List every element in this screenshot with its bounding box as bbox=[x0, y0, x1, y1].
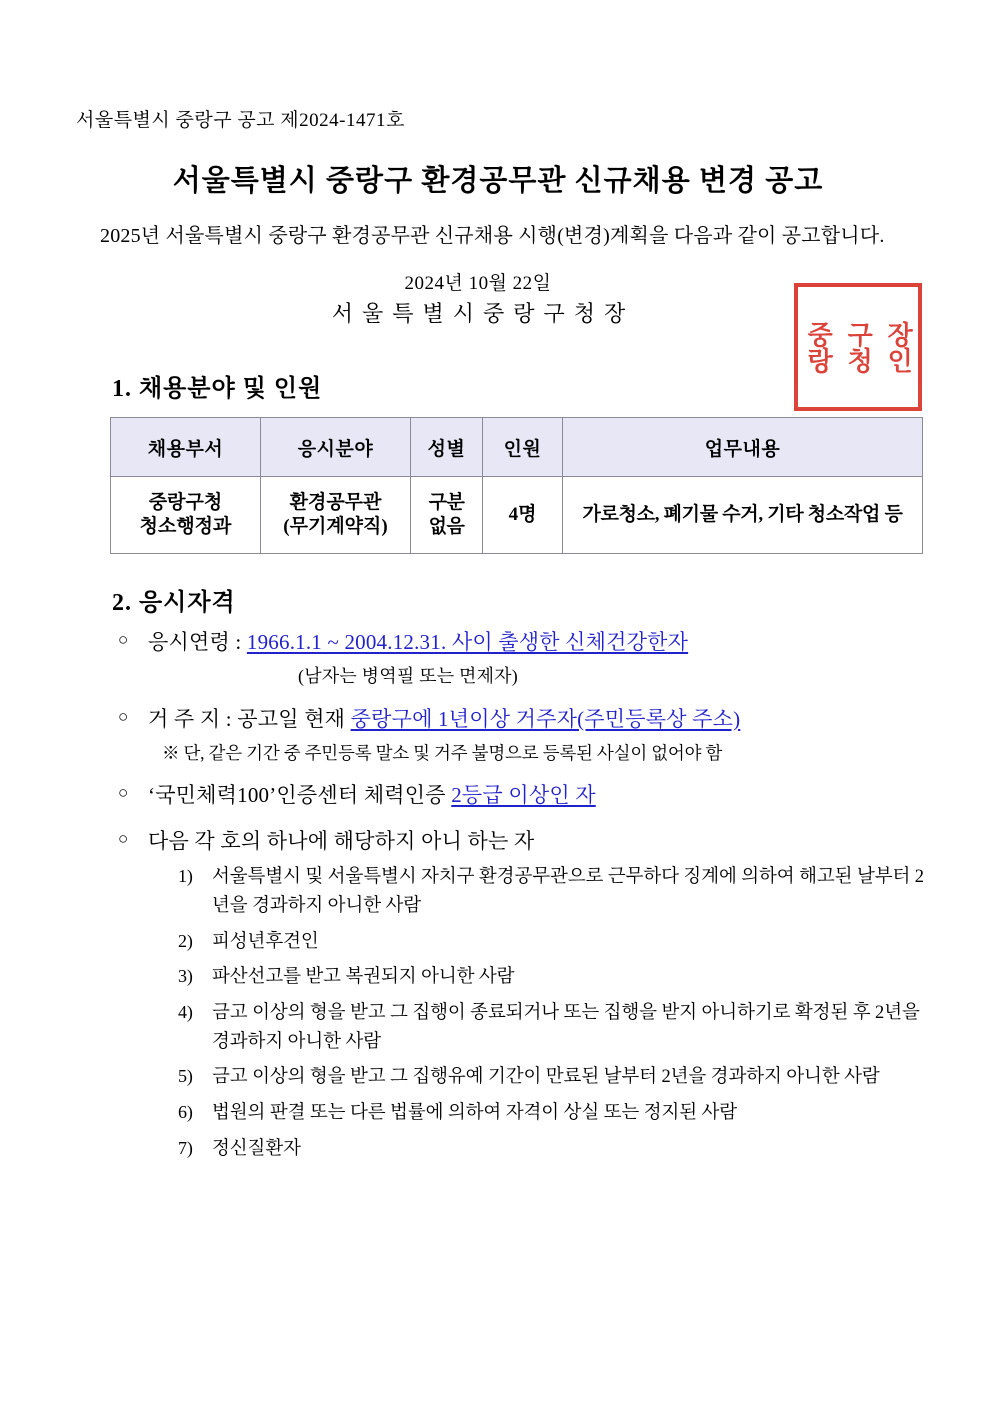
official-seal-icon bbox=[794, 283, 922, 411]
seal-column-3: 장인 bbox=[883, 321, 913, 373]
cell-duty: 가로청소, 폐기물 수거, 기타 청소작업 등 bbox=[563, 477, 923, 554]
column-header-duty: 업무내용 bbox=[563, 418, 923, 477]
list-item: 정신질환자 bbox=[212, 1138, 301, 1159]
column-header-count: 인원 bbox=[483, 418, 563, 477]
list-item: 서울특별시 및 서울특별시 자치구 환경공무관으로 근무하다 징계에 의하여 해고된 날부터 2년을 경과하지 아니한 사람 bbox=[212, 867, 924, 916]
list-item-residence bbox=[118, 704, 924, 767]
column-header-sex: 성별 bbox=[411, 418, 483, 477]
table-row bbox=[111, 477, 923, 554]
qual-residence-highlight: 중랑구에 1년이상 거주자(주민등록상 주소) bbox=[350, 706, 741, 731]
column-header-field: 응시분야 bbox=[261, 418, 411, 477]
recruitment-table bbox=[110, 417, 923, 554]
qualification-list bbox=[72, 627, 924, 1163]
list-item: 법원의 판결 또는 다른 법률에 의하여 자격이 상실 또는 정지된 사람 bbox=[212, 1102, 738, 1123]
issuer-name: 서울특별시중랑구청장 bbox=[331, 301, 635, 326]
table-header-row bbox=[111, 418, 923, 477]
intro-paragraph: 2025년 서울특별시 중랑구 환경공무관 신규채용 시행(변경)계획을 다음과 같이 공고합니다. bbox=[100, 225, 885, 247]
qual-age-highlight: 1966.1.1 ~ 2004.12.31. 사이 출생한 신체건강한자 bbox=[246, 630, 689, 654]
list-item-fitness bbox=[118, 780, 924, 812]
section-2-heading: 2. 응시자격 bbox=[112, 590, 236, 616]
list-item-disqualification bbox=[118, 826, 924, 1164]
qual-residence-note: ※ 단, 같은 기간 중 주민등록 말소 및 거주 불명으로 등록된 사실이 없어야 함 bbox=[162, 743, 723, 763]
cell-field: 환경공무관 (무기계약직) bbox=[261, 477, 411, 554]
section-1-heading: 1. 채용분야 및 인원 bbox=[112, 376, 323, 402]
list-item: 피성년후견인 bbox=[212, 931, 319, 952]
list-item: 파산선고를 받고 복권되지 아니한 사람 bbox=[212, 967, 515, 988]
qual-disq-label: 다음 각 호의 하나에 해당하지 아니 하는 자 bbox=[148, 828, 535, 853]
list-item-age bbox=[118, 627, 924, 690]
qual-fitness-label: ‘국민체력100’인증센터 체력인증 bbox=[148, 783, 446, 808]
page-title: 서울특별시 중랑구 환경공무관 신규채용 변경 공고 bbox=[172, 165, 824, 197]
issue-date: 2024년 10월 22일 bbox=[404, 273, 552, 294]
list-item: 금고 이상의 형을 받고 그 집행이 종료되거나 또는 집행을 받지 아니하기로 확정된 후 2년을 경과하지 아니한 사람 bbox=[212, 1002, 920, 1052]
list-item: 금고 이상의 형을 받고 그 집행유예 기간이 만료된 날부터 2년을 경과하지 아니한 사람 bbox=[212, 1067, 880, 1088]
cell-count: 4명 bbox=[483, 477, 563, 554]
qual-fitness-highlight: 2등급 이상인 자 bbox=[451, 783, 596, 808]
qual-age-sub: (남자는 병역필 또는 면제자) bbox=[298, 665, 518, 686]
seal-column-1: 중랑 bbox=[803, 321, 833, 373]
column-header-dept: 채용부서 bbox=[111, 418, 261, 477]
cell-sex: 구분 없음 bbox=[411, 477, 483, 554]
qual-residence-label: 거 주 지 : 공고일 현재 bbox=[148, 706, 346, 731]
disqualification-list bbox=[148, 863, 924, 1163]
document-number: 서울특별시 중랑구 공고 제2024-1471호 bbox=[76, 110, 405, 131]
seal-column-2: 구청 bbox=[843, 321, 873, 373]
cell-dept: 중랑구청 청소행정과 bbox=[111, 477, 261, 554]
qual-age-label: 응시연령 : bbox=[148, 630, 242, 654]
